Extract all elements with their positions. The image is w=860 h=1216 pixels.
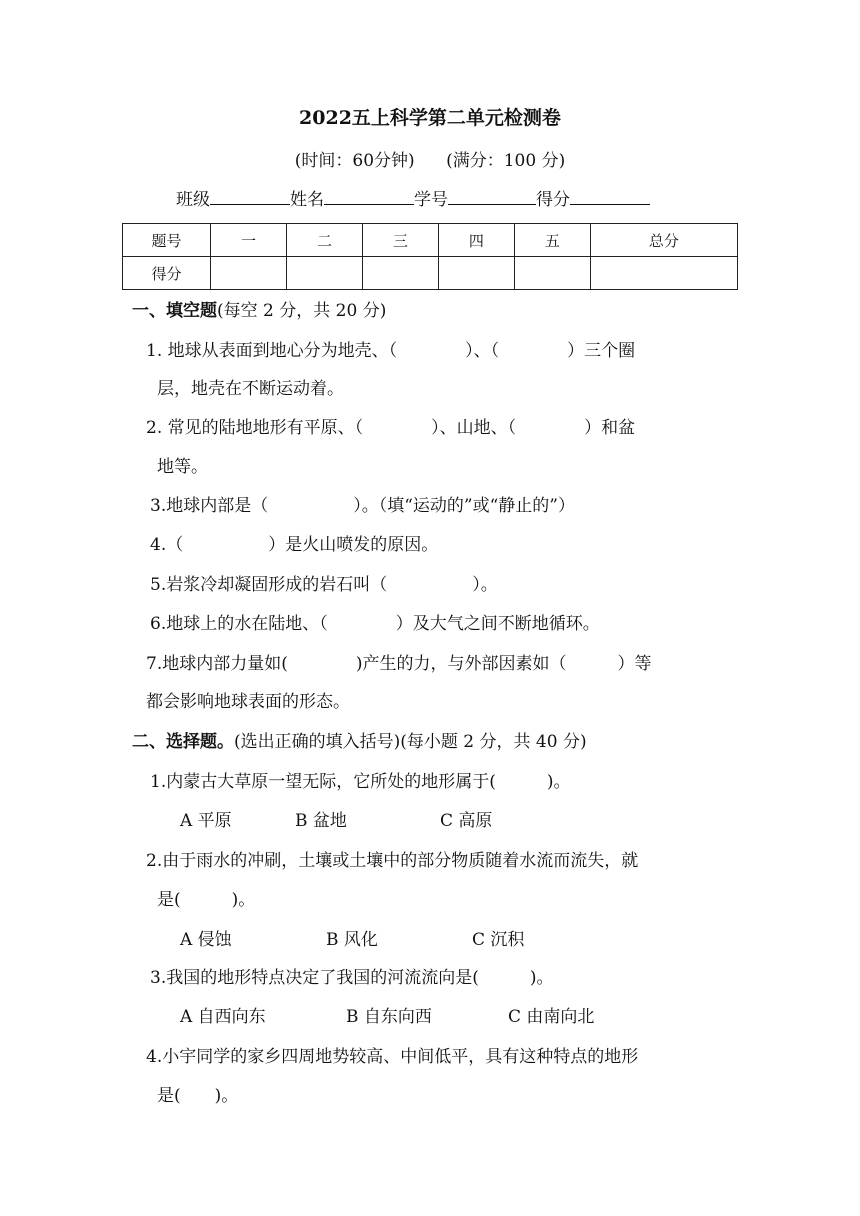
question-text: 1. 地球从表面到地心分为地壳、（ ）、（ ）三个圈 (146, 341, 636, 361)
score-label: 得分 (536, 190, 570, 210)
section-note: (每空 2 分，共 20 分) (217, 301, 387, 321)
table-header-cell: 四 (438, 224, 514, 257)
student-no-blank[interactable] (448, 190, 536, 205)
option-b[interactable]: B 风化 (326, 930, 378, 950)
class-label: 班级 (176, 190, 210, 210)
section-title: 二、选择题。 (132, 732, 234, 752)
class-blank[interactable] (210, 190, 290, 205)
table-row (123, 257, 738, 290)
question-text: 1.内蒙古大草原一望无际，它所处的地形属于( )。 (150, 772, 571, 792)
option-a[interactable]: A 自西向东 (180, 1007, 266, 1027)
question-text: 是( )。 (157, 1086, 239, 1106)
table-header-cell: 题号 (123, 224, 211, 257)
question-text: 3.地球内部是（ ）。（填“运动的”或“静止的”） (150, 496, 575, 516)
question-text: 4.小宇同学的家乡四周地势较高、中间低平，具有这种特点的地形 (146, 1047, 639, 1067)
option-a[interactable]: A 平原 (180, 811, 232, 831)
score-cell[interactable] (514, 257, 590, 290)
option-c[interactable]: C 由南向北 (508, 1007, 595, 1027)
option-row (180, 806, 492, 831)
option-c[interactable]: C 高原 (440, 811, 493, 831)
name-blank[interactable] (324, 190, 414, 205)
question-text: 7.地球内部力量如( )产生的力，与外部因素如（ ）等 (146, 654, 652, 674)
question-text: 3.我国的地形特点决定了我国的河流流向是( )。 (150, 968, 554, 988)
table-header-cell: 三 (362, 224, 438, 257)
question-text: 都会影响地球表面的形态。 (146, 692, 350, 712)
table-header-cell: 总分 (590, 224, 737, 257)
question-text: 5.岩浆冷却凝固形成的岩石叫（ ）。 (150, 575, 498, 595)
student-info-line (176, 185, 650, 210)
score-cell[interactable] (286, 257, 362, 290)
score-blank[interactable] (570, 190, 650, 205)
option-row (180, 925, 524, 950)
table-header-cell: 五 (514, 224, 590, 257)
question-text: 是( )。 (157, 890, 256, 910)
option-c[interactable]: C 沉积 (472, 930, 525, 950)
option-row (180, 1002, 594, 1027)
question-text: 2. 常见的陆地地形有平原、（ ）、山地、（ ）和盆 (146, 418, 636, 438)
section-heading (132, 296, 386, 321)
question-text: 4.（ ）是火山喷发的原因。 (150, 535, 439, 555)
score-cell[interactable] (211, 257, 287, 290)
name-label: 姓名 (290, 190, 324, 210)
option-b[interactable]: B 自东向西 (346, 1007, 432, 1027)
section-note: (选出正确的填入括号)(每小题 2 分，共 40 分) (234, 732, 587, 752)
time-limit: (时间：60分钟) (294, 151, 415, 171)
table-header-cell: 二 (286, 224, 362, 257)
option-b[interactable]: B 盆地 (295, 811, 347, 831)
table-row-head: 得分 (123, 257, 211, 290)
question-text: 6.地球上的水在陆地、（ ）及大气之间不断地循环。 (150, 614, 600, 634)
question-text: 2.由于雨水的冲刷，土壤或土壤中的部分物质随着水流而流失，就 (146, 851, 639, 871)
score-cell[interactable] (362, 257, 438, 290)
exam-meta (0, 146, 860, 171)
question-text: 层，地壳在不断运动着。 (157, 379, 344, 399)
score-cell[interactable] (438, 257, 514, 290)
section-heading (132, 727, 587, 752)
option-a[interactable]: A 侵蚀 (180, 930, 232, 950)
page-title: 2022五上科学第二单元检测卷 (299, 107, 561, 129)
full-score: (满分：100 分) (446, 151, 566, 171)
section-title: 一、填空题 (132, 301, 217, 321)
score-table (122, 223, 738, 290)
table-row (123, 224, 738, 257)
question-text: 地等。 (157, 457, 208, 477)
student-no-label: 学号 (414, 190, 448, 210)
table-header-cell: 一 (211, 224, 287, 257)
score-cell[interactable] (590, 257, 737, 290)
